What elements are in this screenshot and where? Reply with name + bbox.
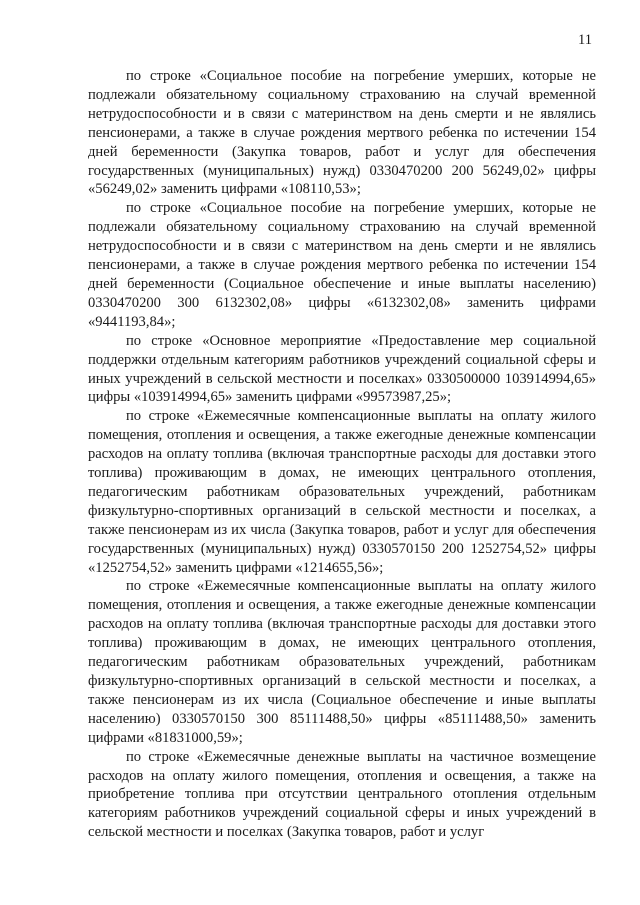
- paragraph-burial-benefit-social: по строке «Социальное пособие на погребение умерших, которые не подлежали обязательному социальному страхованию на случай временной нетрудоспособности и в связи с материнством на день смерти и не являлись пенсионерами, а также в случае рождения мертвого ребенка по истечении 154 дней беременности (Социальное обеспечение и иные выплаты населению) 0330470200 300 6132302,08» цифры «6132302,08» заменить цифрами «9441193,84»;: [88, 200, 596, 330]
- document-body: [88, 67, 596, 842]
- paragraph-social-support-measures: по строке «Основное мероприятие «Предоставление мер социальной поддержки отдельным категориям работников учреждений социальной сферы и иных учреждений в сельской местности и поселках» 0330500000 103914994,65» цифры «103914994,65» заменить цифрами «99573987,25»;: [88, 332, 596, 406]
- paragraph-monthly-payments: по строке «Ежемесячные денежные выплаты на частичное возмещение расходов на оплату жилого помещения, отопления и освещения, а также на приобретение топлива при отсутствии центрального отопления отдельным категориям работников учреждений социальной сферы и иных учреждений в сельской местности и поселках (Закупка товаров, работ и услуг: [88, 748, 596, 841]
- paragraph-housing-compensation-social: по строке «Ежемесячные компенсационные выплаты на оплату жилого помещения, отопления и освещения, а также ежегодные денежные компенсации расходов на оплату топлива (включая транспортные расходы для доставки этого топлива) проживающим в домах, не имеющих центрального отопления, педагогическим работникам образовательных учреждений, работникам физкультурно-спортивных организаций в сельской местности и поселках, а также пенсионерам из их числа (Социальное обеспечение и иные выплаты населению) 0330570150 300 85111488,50» цифры «85111488,50» заменить цифрами «81831000,59»;: [88, 578, 596, 746]
- paragraph-burial-benefit-procurement: по строке «Социальное пособие на погребение умерших, которые не подлежали обязательному социальному страхованию на случай временной нетрудоспособности и в связи с материнством на день смерти и не являлись пенсионерами, а также в случае рождения мертвого ребенка по истечении 154 дней беременности (Закупка товаров, работ и услуг для обеспечения государственных (муниципальных) нужд) 0330470200 200 56249,02» цифры «56249,02» заменить цифрами «108110,53»;: [88, 68, 596, 198]
- paragraph-housing-compensation-procurement: по строке «Ежемесячные компенсационные выплаты на оплату жилого помещения, отопления и освещения, а также ежегодные денежные компенсации расходов на оплату топлива (включая транспортные расходы для доставки этого топлива) проживающим в домах, не имеющих центрального отопления, педагогическим работникам образовательных учреждений, работникам физкультурно-спортивных организаций в сельской местности и поселках, а также пенсионерам из их числа (Закупка товаров, работ и услуг для обеспечения государственных (муниципальных) нужд) 0330570150 200 1252754,52» цифры «1252754,52» заменить цифрами «1214655,56»;: [88, 408, 596, 576]
- page-number: 11: [578, 32, 592, 48]
